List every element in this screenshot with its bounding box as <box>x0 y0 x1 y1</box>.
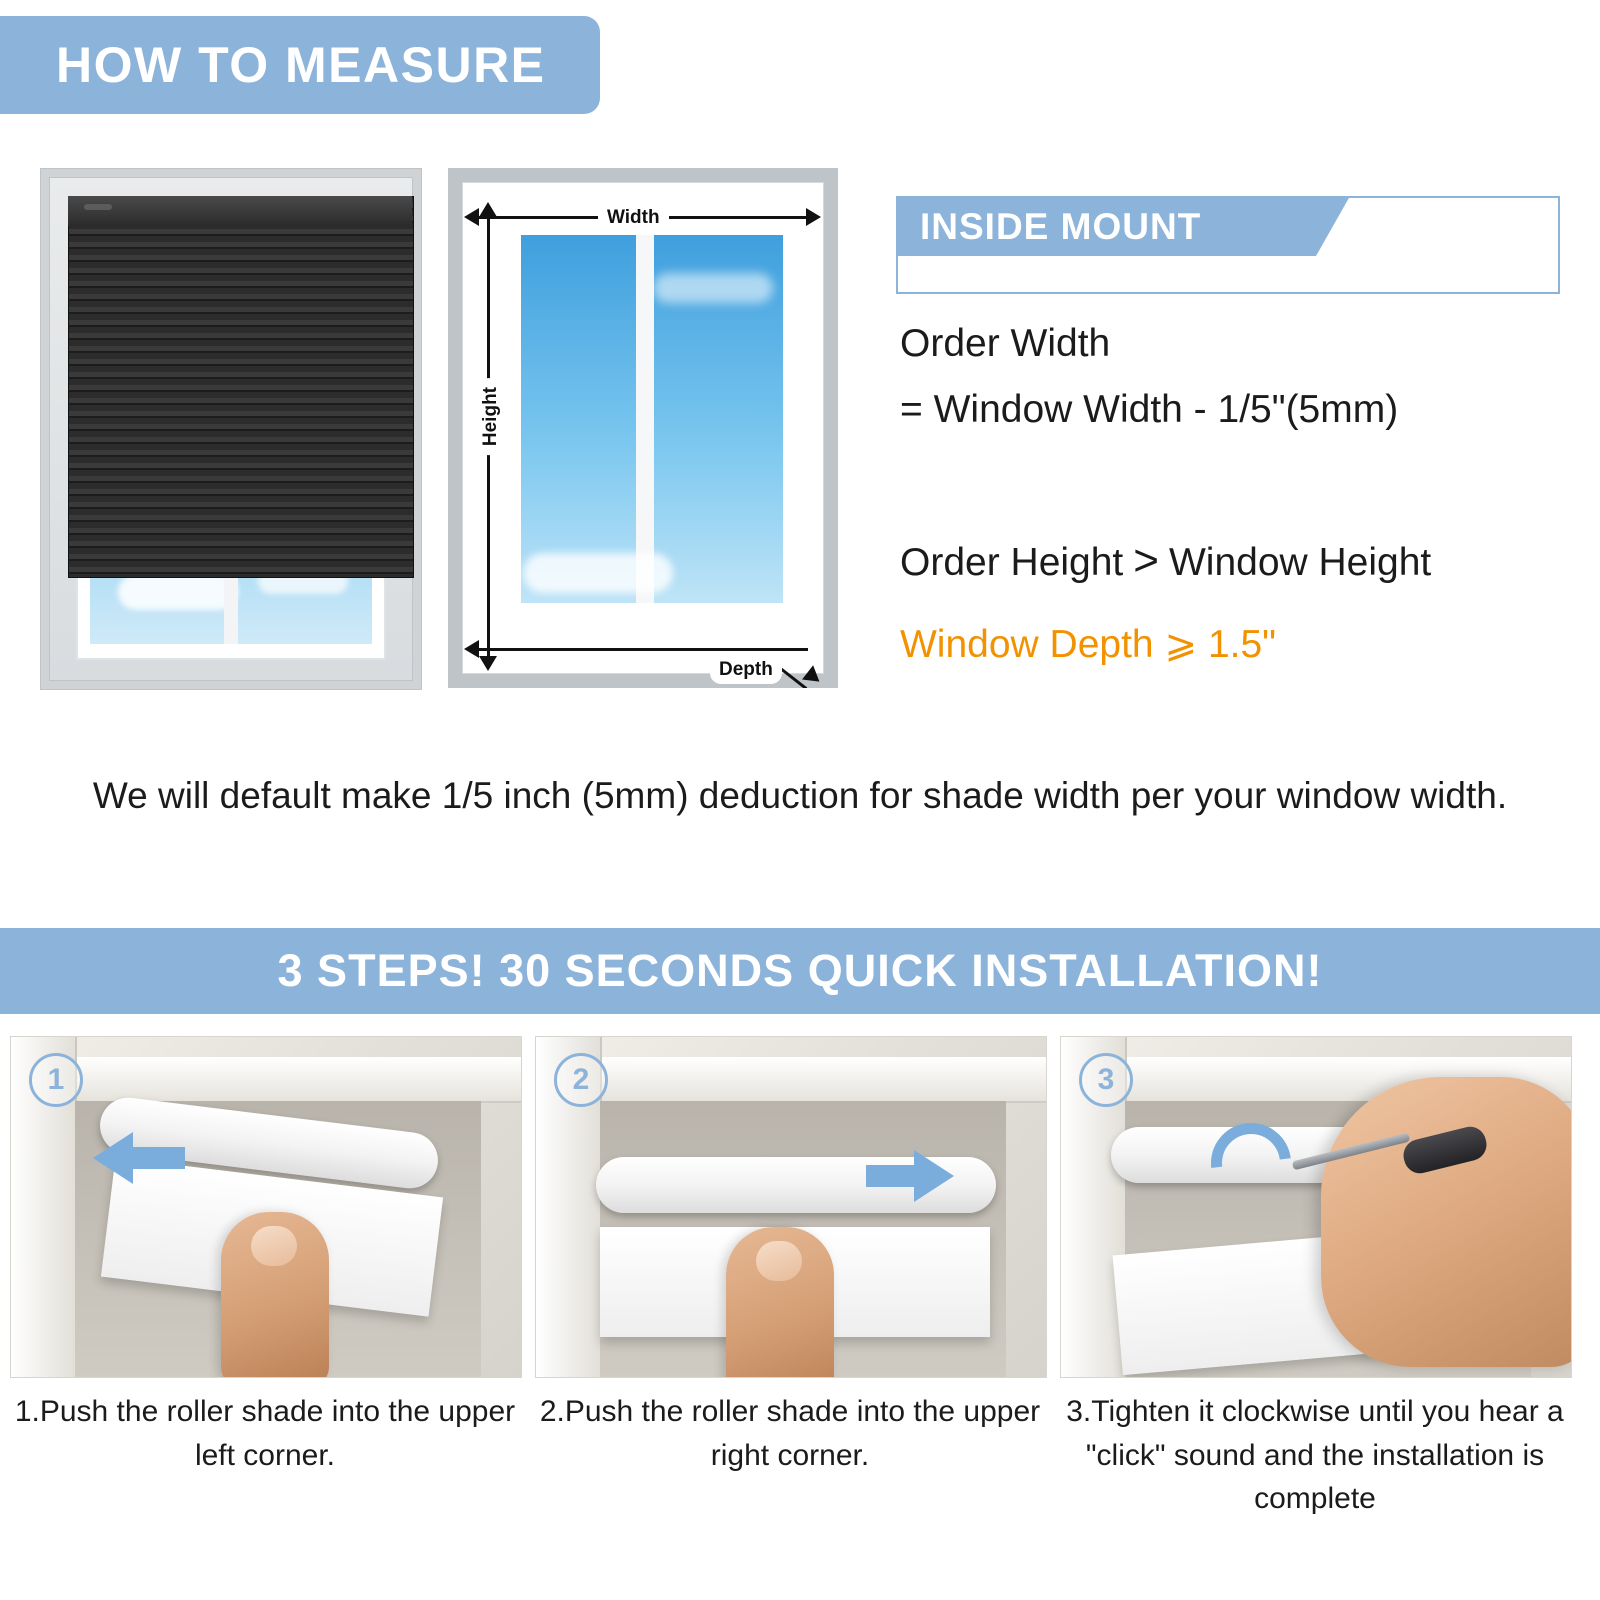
shade-handle <box>84 204 112 210</box>
shade-headrail <box>68 196 412 226</box>
order-width-formula: = Window Width - 1/5"(5mm) <box>900 388 1399 431</box>
cloud-shape <box>653 273 773 303</box>
step-caption-1: 1.Push the roller shade into the upper left corner. <box>14 1395 516 1472</box>
width-label: Width <box>598 204 669 232</box>
order-height-row <box>900 536 1431 586</box>
step-photo-3 <box>1060 1036 1572 1378</box>
step-photo-1 <box>10 1036 522 1378</box>
diagram-window-frame <box>462 182 824 674</box>
inside-mount-rule-right <box>1558 196 1560 294</box>
blackout-shade <box>68 196 414 578</box>
window-depth-rule: Window Depth ⩾ 1.5" <box>900 623 1277 666</box>
cloud-shape <box>118 574 238 610</box>
bottom-arrow-head-left <box>464 640 479 658</box>
hand-holding-screwdriver <box>1321 1077 1572 1367</box>
push-right-arrow-icon <box>914 1150 954 1202</box>
push-left-arrow-icon <box>93 1132 133 1184</box>
page-title: HOW TO MEASURE <box>56 37 546 93</box>
height-arrow-head-up <box>479 202 497 217</box>
order-height-label: Order Height <box>900 541 1124 584</box>
depth-label: Depth <box>710 656 782 684</box>
greater-than-icon: > <box>1133 536 1159 585</box>
cloud-shape <box>523 553 673 593</box>
installation-banner <box>0 928 1600 1014</box>
window-outer-frame <box>49 177 413 681</box>
measure-diagram <box>448 168 838 688</box>
hand-thumb <box>726 1227 834 1378</box>
step-number-2: 2 <box>554 1053 608 1107</box>
hand-thumb <box>221 1212 329 1378</box>
width-arrow-head-right <box>806 208 821 226</box>
width-arrow-head-left <box>464 208 479 226</box>
installation-banner-title: 3 STEPS! 30 SECONDS QUICK INSTALLATION! <box>277 945 1323 996</box>
step-photo-2 <box>535 1036 1047 1378</box>
thumb-nail <box>251 1226 297 1266</box>
push-arrow-tail <box>866 1165 918 1187</box>
step-caption-2: 2.Push the roller shade into the upper right corner. <box>539 1395 1041 1472</box>
deduction-note: We will default make 1/5 inch (5mm) deduction for shade width per your window width. <box>92 775 1508 816</box>
step-number-1: 1 <box>29 1053 83 1107</box>
step-caption-3: 3.Tighten it clockwise until you hear a "click" sound and the installation is complete <box>1066 1395 1564 1515</box>
window-height-label: Window Height <box>1168 541 1432 584</box>
product-photo-shade <box>40 168 422 690</box>
inside-mount-label: INSIDE MOUNT <box>920 206 1202 247</box>
window-frame-top <box>11 1057 521 1103</box>
push-arrow-tail <box>133 1147 185 1169</box>
bottom-arrow-line <box>478 648 808 651</box>
how-to-measure-banner <box>0 16 600 114</box>
height-arrow-head-down <box>479 656 497 671</box>
height-label: Height <box>477 378 505 455</box>
step-number-3: 3 <box>1079 1053 1133 1107</box>
thumb-nail <box>756 1241 802 1281</box>
inside-mount-rule-bottom <box>896 292 1560 294</box>
order-width-label: Order Width <box>900 322 1111 365</box>
inside-mount-banner <box>896 196 1316 256</box>
window-frame-top <box>536 1057 1046 1103</box>
